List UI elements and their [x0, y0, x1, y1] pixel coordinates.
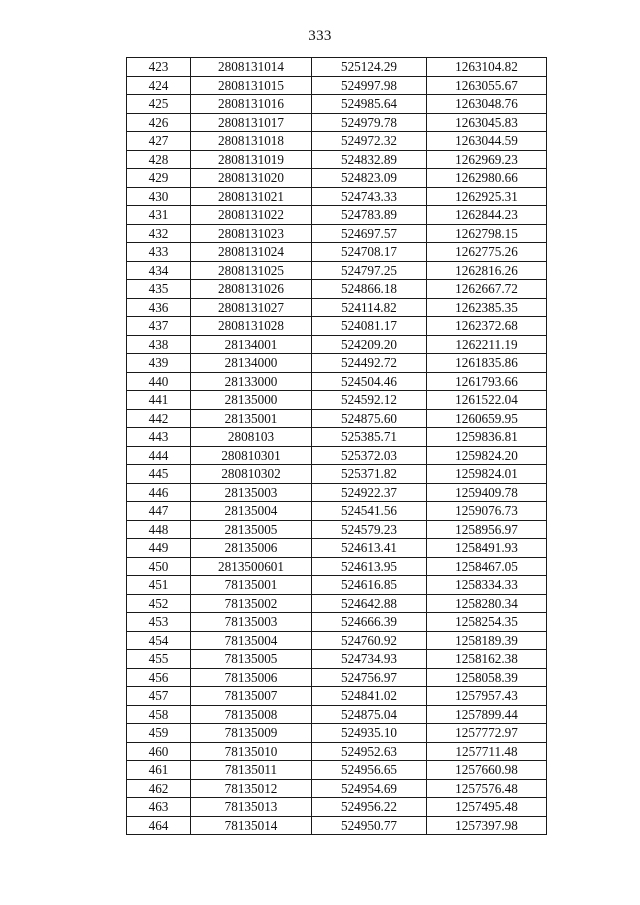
point-id-cell: 2808131026 [191, 280, 312, 299]
y-coordinate-cell: 1263045.83 [427, 113, 547, 132]
y-coordinate-cell: 1262844.23 [427, 206, 547, 225]
y-coordinate-cell: 1258334.33 [427, 576, 547, 595]
table-row [127, 261, 547, 280]
x-coordinate-cell: 524952.63 [312, 742, 427, 761]
coordinates-table [126, 57, 547, 835]
y-coordinate-cell: 1262925.31 [427, 187, 547, 206]
x-coordinate-cell: 524760.92 [312, 631, 427, 650]
point-id-cell: 78135009 [191, 724, 312, 743]
table-row [127, 132, 547, 151]
row-number-cell: 435 [127, 280, 191, 299]
y-coordinate-cell: 1258280.34 [427, 594, 547, 613]
table-row [127, 502, 547, 521]
table-row [127, 465, 547, 484]
x-coordinate-cell: 524997.98 [312, 76, 427, 95]
table-row [127, 298, 547, 317]
x-coordinate-cell: 524956.65 [312, 761, 427, 780]
point-id-cell: 2808131021 [191, 187, 312, 206]
point-id-cell: 28133000 [191, 372, 312, 391]
x-coordinate-cell: 524841.02 [312, 687, 427, 706]
table-row [127, 95, 547, 114]
y-coordinate-cell: 1262667.72 [427, 280, 547, 299]
point-id-cell: 28134001 [191, 335, 312, 354]
y-coordinate-cell: 1261793.66 [427, 372, 547, 391]
point-id-cell: 78135001 [191, 576, 312, 595]
table-row [127, 539, 547, 558]
table-row [127, 798, 547, 817]
y-coordinate-cell: 1258956.97 [427, 520, 547, 539]
row-number-cell: 459 [127, 724, 191, 743]
coordinates-table-body [127, 58, 547, 835]
y-coordinate-cell: 1257397.98 [427, 816, 547, 835]
row-number-cell: 441 [127, 391, 191, 410]
point-id-cell: 2808131027 [191, 298, 312, 317]
table-row [127, 206, 547, 225]
row-number-cell: 434 [127, 261, 191, 280]
point-id-cell: 2808131017 [191, 113, 312, 132]
x-coordinate-cell: 524666.39 [312, 613, 427, 632]
point-id-cell: 2808131019 [191, 150, 312, 169]
point-id-cell: 28135001 [191, 409, 312, 428]
row-number-cell: 444 [127, 446, 191, 465]
x-coordinate-cell: 524697.57 [312, 224, 427, 243]
table-row [127, 761, 547, 780]
y-coordinate-cell: 1263055.67 [427, 76, 547, 95]
x-coordinate-cell: 524783.89 [312, 206, 427, 225]
y-coordinate-cell: 1263104.82 [427, 58, 547, 77]
point-id-cell: 2808131014 [191, 58, 312, 77]
point-id-cell: 78135010 [191, 742, 312, 761]
row-number-cell: 461 [127, 761, 191, 780]
table-row [127, 742, 547, 761]
table-row [127, 409, 547, 428]
row-number-cell: 449 [127, 539, 191, 558]
x-coordinate-cell: 524823.09 [312, 169, 427, 188]
row-number-cell: 443 [127, 428, 191, 447]
row-number-cell: 452 [127, 594, 191, 613]
y-coordinate-cell: 1257899.44 [427, 705, 547, 724]
y-coordinate-cell: 1261835.86 [427, 354, 547, 373]
x-coordinate-cell: 524616.85 [312, 576, 427, 595]
point-id-cell: 78135006 [191, 668, 312, 687]
x-coordinate-cell: 524613.95 [312, 557, 427, 576]
y-coordinate-cell: 1262798.15 [427, 224, 547, 243]
y-coordinate-cell: 1258491.93 [427, 539, 547, 558]
x-coordinate-cell: 524985.64 [312, 95, 427, 114]
y-coordinate-cell: 1257576.48 [427, 779, 547, 798]
x-coordinate-cell: 524797.25 [312, 261, 427, 280]
table-row [127, 668, 547, 687]
point-id-cell: 2808131023 [191, 224, 312, 243]
y-coordinate-cell: 1259836.81 [427, 428, 547, 447]
point-id-cell: 78135013 [191, 798, 312, 817]
row-number-cell: 428 [127, 150, 191, 169]
x-coordinate-cell: 524866.18 [312, 280, 427, 299]
table-row [127, 594, 547, 613]
table-row [127, 631, 547, 650]
x-coordinate-cell: 524922.37 [312, 483, 427, 502]
point-id-cell: 28134000 [191, 354, 312, 373]
point-id-cell: 28135005 [191, 520, 312, 539]
table-row [127, 520, 547, 539]
table-row [127, 483, 547, 502]
table-row [127, 372, 547, 391]
row-number-cell: 427 [127, 132, 191, 151]
y-coordinate-cell: 1262372.68 [427, 317, 547, 336]
x-coordinate-cell: 525385.71 [312, 428, 427, 447]
y-coordinate-cell: 1262969.23 [427, 150, 547, 169]
x-coordinate-cell: 524081.17 [312, 317, 427, 336]
table-row [127, 187, 547, 206]
table-row [127, 816, 547, 835]
table-row [127, 113, 547, 132]
x-coordinate-cell: 524579.23 [312, 520, 427, 539]
point-id-cell: 28135006 [191, 539, 312, 558]
row-number-cell: 453 [127, 613, 191, 632]
page-number: 333 [308, 28, 332, 44]
y-coordinate-cell: 1258254.35 [427, 613, 547, 632]
point-id-cell: 280810302 [191, 465, 312, 484]
x-coordinate-cell: 524875.60 [312, 409, 427, 428]
x-coordinate-cell: 524743.33 [312, 187, 427, 206]
point-id-cell: 78135005 [191, 650, 312, 669]
x-coordinate-cell: 524972.32 [312, 132, 427, 151]
row-number-cell: 424 [127, 76, 191, 95]
row-number-cell: 455 [127, 650, 191, 669]
row-number-cell: 436 [127, 298, 191, 317]
x-coordinate-cell: 524832.89 [312, 150, 427, 169]
point-id-cell: 28135000 [191, 391, 312, 410]
row-number-cell: 431 [127, 206, 191, 225]
table-row [127, 779, 547, 798]
point-id-cell: 2808131016 [191, 95, 312, 114]
x-coordinate-cell: 524492.72 [312, 354, 427, 373]
y-coordinate-cell: 1262980.66 [427, 169, 547, 188]
row-number-cell: 445 [127, 465, 191, 484]
y-coordinate-cell: 1263048.76 [427, 95, 547, 114]
x-coordinate-cell: 525371.82 [312, 465, 427, 484]
row-number-cell: 430 [127, 187, 191, 206]
x-coordinate-cell: 525124.29 [312, 58, 427, 77]
x-coordinate-cell: 524114.82 [312, 298, 427, 317]
point-id-cell: 78135003 [191, 613, 312, 632]
row-number-cell: 440 [127, 372, 191, 391]
row-number-cell: 448 [127, 520, 191, 539]
point-id-cell: 2808103 [191, 428, 312, 447]
y-coordinate-cell: 1259409.78 [427, 483, 547, 502]
x-coordinate-cell: 525372.03 [312, 446, 427, 465]
point-id-cell: 280810301 [191, 446, 312, 465]
y-coordinate-cell: 1257772.97 [427, 724, 547, 743]
row-number-cell: 456 [127, 668, 191, 687]
row-number-cell: 457 [127, 687, 191, 706]
table-row [127, 224, 547, 243]
y-coordinate-cell: 1259076.73 [427, 502, 547, 521]
y-coordinate-cell: 1257660.98 [427, 761, 547, 780]
point-id-cell: 2808131015 [191, 76, 312, 95]
table-row [127, 280, 547, 299]
table-row [127, 428, 547, 447]
y-coordinate-cell: 1260659.95 [427, 409, 547, 428]
row-number-cell: 460 [127, 742, 191, 761]
table-row [127, 705, 547, 724]
table-row [127, 613, 547, 632]
row-number-cell: 423 [127, 58, 191, 77]
point-id-cell: 2808131020 [191, 169, 312, 188]
table-row [127, 650, 547, 669]
point-id-cell: 2808131025 [191, 261, 312, 280]
point-id-cell: 2808131022 [191, 206, 312, 225]
table-row [127, 150, 547, 169]
x-coordinate-cell: 524504.46 [312, 372, 427, 391]
x-coordinate-cell: 524875.04 [312, 705, 427, 724]
y-coordinate-cell: 1263044.59 [427, 132, 547, 151]
y-coordinate-cell: 1258189.39 [427, 631, 547, 650]
point-id-cell: 78135011 [191, 761, 312, 780]
y-coordinate-cell: 1257711.48 [427, 742, 547, 761]
row-number-cell: 463 [127, 798, 191, 817]
row-number-cell: 450 [127, 557, 191, 576]
x-coordinate-cell: 524734.93 [312, 650, 427, 669]
row-number-cell: 442 [127, 409, 191, 428]
point-id-cell: 78135012 [191, 779, 312, 798]
table-row [127, 391, 547, 410]
x-coordinate-cell: 524950.77 [312, 816, 427, 835]
table-row [127, 576, 547, 595]
table-row [127, 243, 547, 262]
y-coordinate-cell: 1261522.04 [427, 391, 547, 410]
point-id-cell: 2808131028 [191, 317, 312, 336]
point-id-cell: 78135004 [191, 631, 312, 650]
row-number-cell: 425 [127, 95, 191, 114]
y-coordinate-cell: 1258467.05 [427, 557, 547, 576]
point-id-cell: 78135008 [191, 705, 312, 724]
y-coordinate-cell: 1262816.26 [427, 261, 547, 280]
point-id-cell: 28135003 [191, 483, 312, 502]
point-id-cell: 2808131024 [191, 243, 312, 262]
table-row [127, 335, 547, 354]
table-row [127, 58, 547, 77]
y-coordinate-cell: 1257495.48 [427, 798, 547, 817]
row-number-cell: 451 [127, 576, 191, 595]
x-coordinate-cell: 524979.78 [312, 113, 427, 132]
table-row [127, 557, 547, 576]
row-number-cell: 447 [127, 502, 191, 521]
x-coordinate-cell: 524708.17 [312, 243, 427, 262]
table-row [127, 169, 547, 188]
row-number-cell: 458 [127, 705, 191, 724]
y-coordinate-cell: 1262211.19 [427, 335, 547, 354]
point-id-cell: 78135014 [191, 816, 312, 835]
y-coordinate-cell: 1259824.01 [427, 465, 547, 484]
row-number-cell: 429 [127, 169, 191, 188]
point-id-cell: 78135002 [191, 594, 312, 613]
point-id-cell: 2813500601 [191, 557, 312, 576]
x-coordinate-cell: 524935.10 [312, 724, 427, 743]
y-coordinate-cell: 1262775.26 [427, 243, 547, 262]
row-number-cell: 462 [127, 779, 191, 798]
point-id-cell: 28135004 [191, 502, 312, 521]
row-number-cell: 454 [127, 631, 191, 650]
table-row [127, 446, 547, 465]
y-coordinate-cell: 1257957.43 [427, 687, 547, 706]
row-number-cell: 439 [127, 354, 191, 373]
y-coordinate-cell: 1259824.20 [427, 446, 547, 465]
row-number-cell: 433 [127, 243, 191, 262]
x-coordinate-cell: 524592.12 [312, 391, 427, 410]
x-coordinate-cell: 524613.41 [312, 539, 427, 558]
table-row [127, 354, 547, 373]
row-number-cell: 437 [127, 317, 191, 336]
x-coordinate-cell: 524956.22 [312, 798, 427, 817]
x-coordinate-cell: 524954.69 [312, 779, 427, 798]
row-number-cell: 464 [127, 816, 191, 835]
x-coordinate-cell: 524642.88 [312, 594, 427, 613]
table-row [127, 76, 547, 95]
row-number-cell: 446 [127, 483, 191, 502]
y-coordinate-cell: 1258162.38 [427, 650, 547, 669]
point-id-cell: 2808131018 [191, 132, 312, 151]
row-number-cell: 432 [127, 224, 191, 243]
y-coordinate-cell: 1262385.35 [427, 298, 547, 317]
y-coordinate-cell: 1258058.39 [427, 668, 547, 687]
x-coordinate-cell: 524756.97 [312, 668, 427, 687]
point-id-cell: 78135007 [191, 687, 312, 706]
table-row [127, 724, 547, 743]
row-number-cell: 426 [127, 113, 191, 132]
row-number-cell: 438 [127, 335, 191, 354]
x-coordinate-cell: 524541.56 [312, 502, 427, 521]
table-row [127, 687, 547, 706]
x-coordinate-cell: 524209.20 [312, 335, 427, 354]
table-row [127, 317, 547, 336]
